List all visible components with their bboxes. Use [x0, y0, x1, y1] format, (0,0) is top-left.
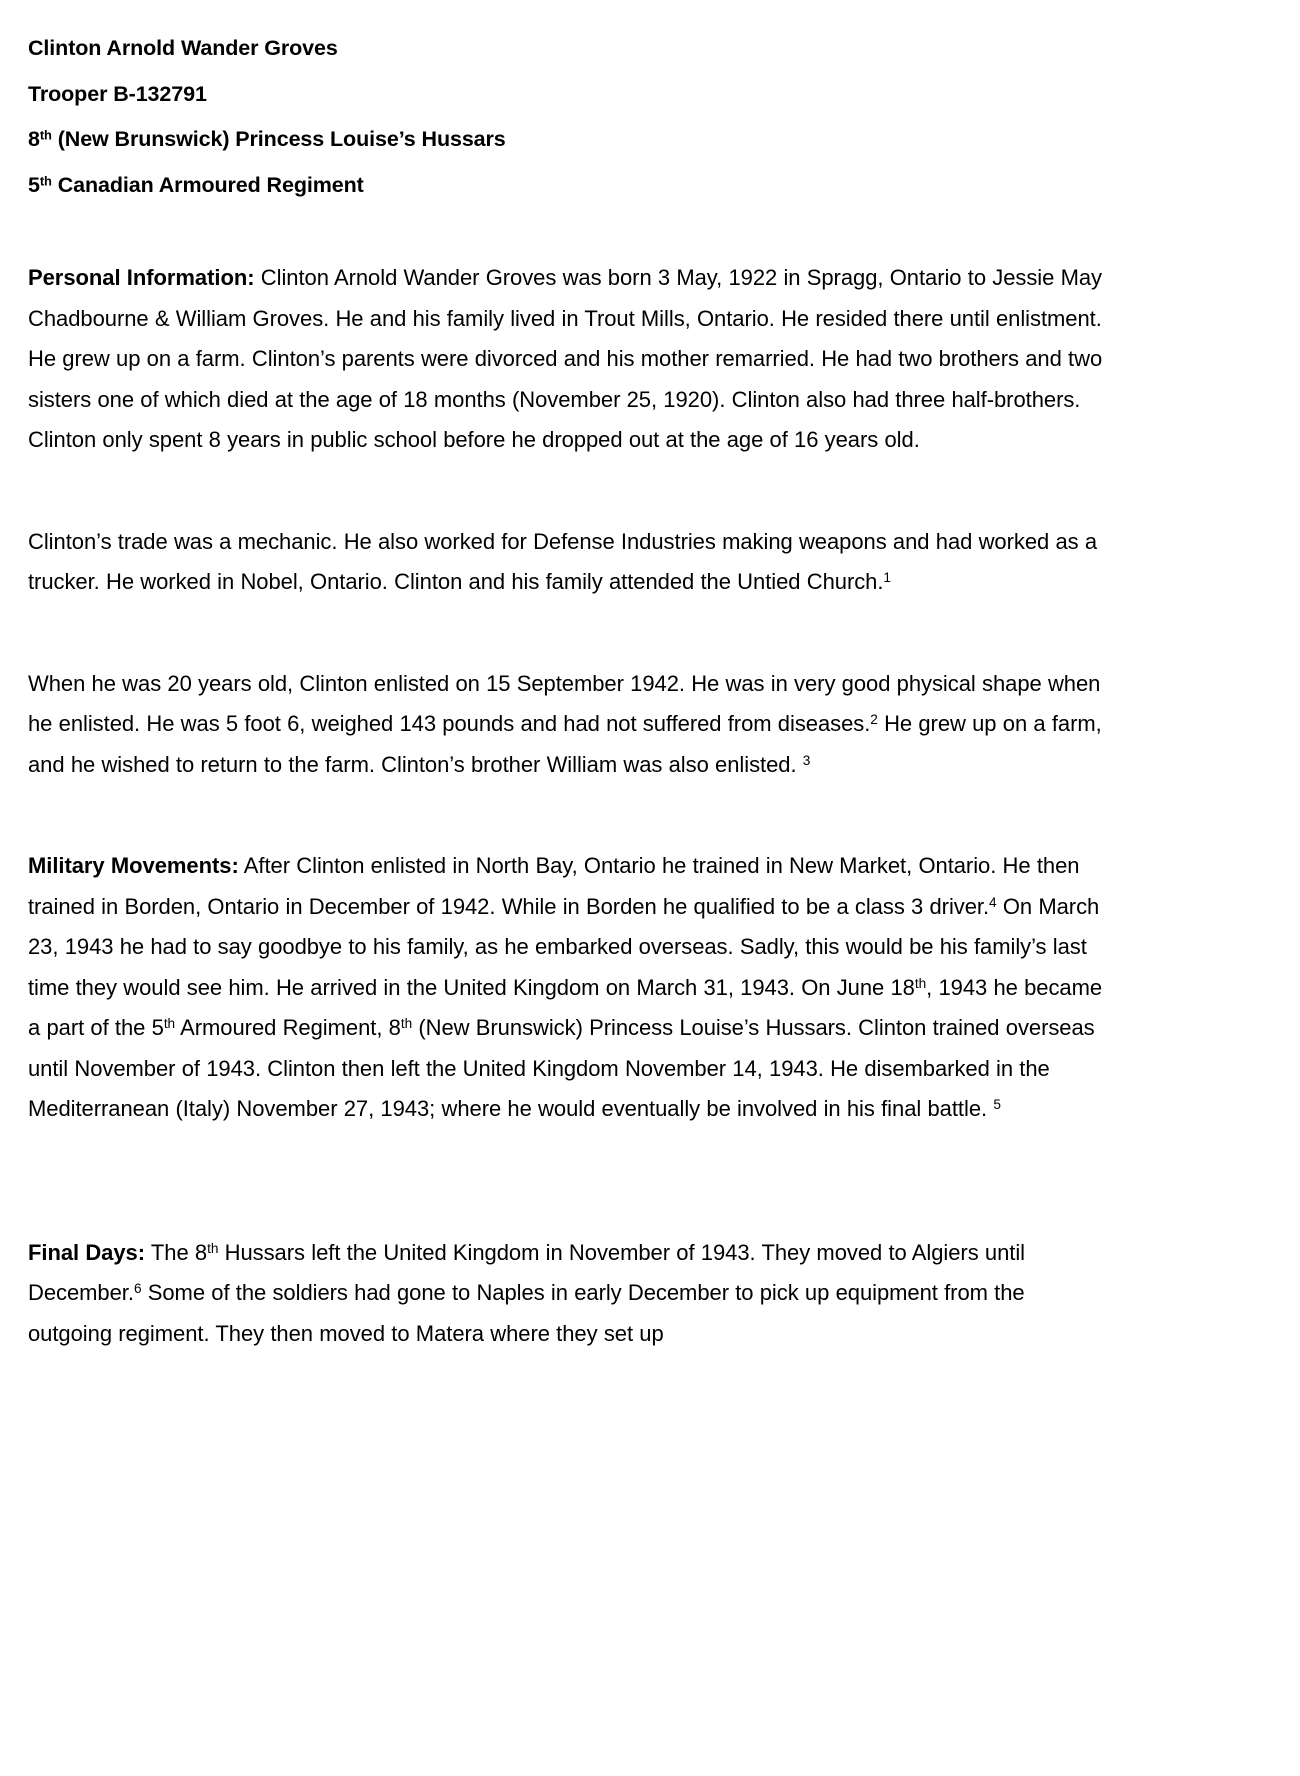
military-movements-body-part-5: (New Brunswick) Princess Louise’s Hussars. Clinton trained overseas until November of 1943. Clinton then left the United Kingdom November 14, 1943. He disembarked in the Mediterranean (Italy) November 27, 1943; where he would eventually be involved in his final battle. [28, 1015, 1095, 1121]
ordinal-suffix-8th-hussars: th [400, 1015, 413, 1031]
ordinal-suffix-5th-armoured: th [163, 1015, 176, 1031]
military-movements-body-part-2: On March 23, 1943 he had to say goodbye to his family, as he embarked overseas. Sadly, this would be his family’s last time they would see him. He arrived in the United Kingdom on March 31, 1943. On June 18 [28, 893, 1100, 1000]
military-movements-body-part-1: After Clinton enlisted in North Bay, Ontario he trained in New Market, Ontario. He then trained in Borden, Ontario in December of 1942. While in Borden he qualified to be a class 3 driver. [28, 853, 1080, 919]
service-number-heading [28, 72, 1110, 118]
armoured-regiment-heading [28, 163, 1110, 209]
footnote-marker-5: 5 [993, 1096, 1001, 1112]
armoured-regiment-ordinal-suffix: th [39, 173, 52, 189]
ordinal-suffix-8th-hussars-final: th [207, 1240, 219, 1256]
military-movements-label: Military Movements: [28, 853, 239, 878]
armoured-regiment-rest: Canadian Armoured Regiment [51, 172, 364, 197]
personal-information-body: Clinton Arnold Wander Groves was born 3 May, 1922 in Spragg, Ontario to Jessie May Chadbourne & William Groves. He and his family lived in Trout Mills, Ontario. He resided there until enlistment. He grew up on a farm. Clinton’s parents were divorced and his mother remarried. He had two brothers and two sisters one of which died at the age of 18 months (November 25, 1920). Clinton also had three half-brothers. Clinton only spent 8 years in public school before he dropped out at the age of 16 years old. [28, 265, 1103, 452]
regiment-hussars-rest: (New Brunswick) Princess Louise’s Hussars [51, 127, 506, 151]
ordinal-suffix-june-18: th [914, 975, 927, 991]
armoured-regiment-ordinal-number: 5 [28, 172, 40, 197]
footnote-marker-1: 1 [883, 569, 891, 585]
paragraph-military-movements [28, 796, 1110, 1141]
trade-body: Clinton’s trade was a mechanic. He also worked for Defense Industries making weapons and had worked as a trucker. He worked in Nobel, Ontario. Clinton and his family attended the Untied Church. [28, 528, 1098, 594]
enlistment-body-part-1: When he was 20 years old, Clinton enlisted on 15 September 1942. He was in very good physical shape when he enlisted. He was 5 foot 6, weighed 143 pounds and had not suffered from diseases. [28, 670, 1101, 736]
page-title-text: Clinton Arnold Wander Groves [28, 36, 338, 60]
final-days-label: Final Days: [28, 1239, 146, 1265]
personal-information-label: Personal Information: [28, 265, 255, 290]
paragraph-enlistment [28, 614, 1110, 797]
final-days-body-part-1: The 8 [145, 1239, 208, 1265]
final-days-body-part-3: Some of the soldiers had gone to Naples in early December to pick up equipment from the outgoing regiment. They then moved to Matera where they set up [28, 1280, 1025, 1346]
regiment-hussars-ordinal-suffix: th [39, 127, 52, 143]
final-days-body-part-2: Hussars left the United Kingdom in November of 1943. They moved to Algiers until December. [28, 1239, 1026, 1305]
page-title [28, 24, 1110, 72]
service-number-text: Trooper B-132791 [28, 81, 207, 106]
enlistment-body-part-2: He grew up on a farm, and he wished to return to the farm. Clinton’s brother William was also enlisted. [28, 711, 1102, 777]
military-movements-body-part-4: Armoured Regiment, 8 [175, 1015, 401, 1040]
footnote-marker-2: 2 [870, 711, 878, 727]
paragraph-personal-information [28, 208, 1110, 472]
footnote-marker-3: 3 [802, 752, 811, 768]
regiment-hussars-heading [28, 117, 1110, 163]
footnote-marker-6: 6 [133, 1280, 142, 1296]
military-movements-body-part-3: , 1943 he became a part of the 5 [28, 974, 1103, 1040]
paragraph-final-days [28, 1141, 1110, 1366]
footnote-marker-4: 4 [989, 894, 997, 910]
regiment-hussars-ordinal-number: 8 [28, 127, 40, 151]
paragraph-trade [28, 472, 1110, 614]
